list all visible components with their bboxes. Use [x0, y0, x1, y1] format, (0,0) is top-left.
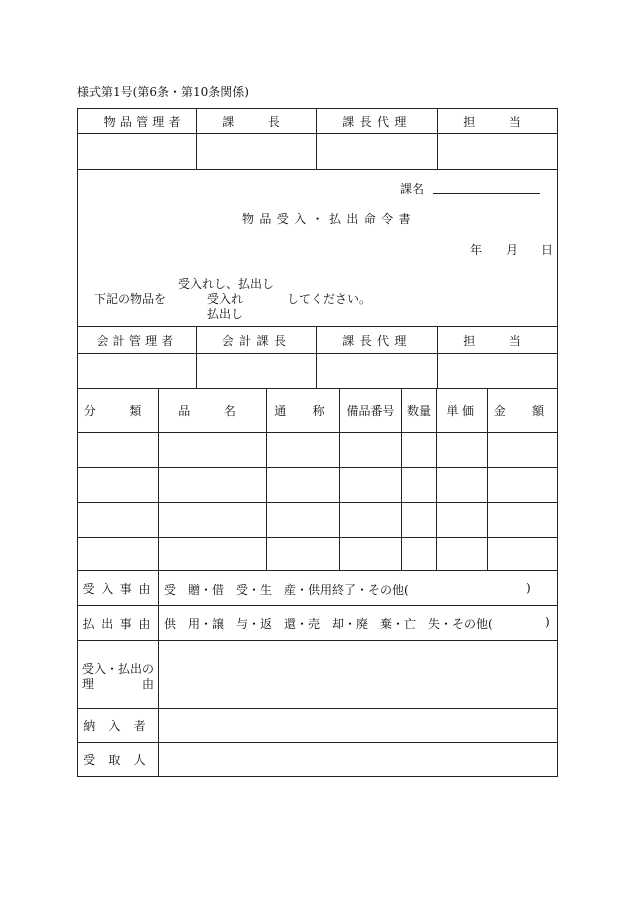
col-header-quantity: 数量: [406, 404, 431, 418]
seal-box-property-manager[interactable]: [78, 134, 196, 169]
choice-issue: 払出し: [207, 307, 244, 321]
header-accounting-deputy: 課長代理: [342, 333, 412, 348]
header-accounting-chief: 会計課長: [221, 333, 292, 348]
header-section-chief: 課 長: [222, 114, 291, 129]
form-number: 様式第1号(第6条・第10条関係): [77, 85, 249, 99]
table-row[interactable]: [78, 538, 557, 570]
col-header-amount: 金 額: [493, 404, 552, 418]
section-name-label: 課名: [400, 182, 425, 196]
issue-reason-options: 供 用・譲 与・返 還・売 却・廃 棄・亡 失・その他(: [164, 617, 493, 631]
date-year: 年: [470, 243, 483, 257]
receipt-reason-options: 受 贈・借 受・生 産・供用終了・その他(: [164, 583, 409, 597]
table-row[interactable]: [78, 433, 557, 467]
col-header-equipment-number: 備品番号: [346, 404, 395, 418]
divider: [77, 169, 558, 170]
issue-reason-label: 払出事由: [82, 616, 157, 631]
seal-box-person-in-charge[interactable]: [438, 134, 557, 169]
table-row[interactable]: [78, 503, 557, 537]
instruction-suffix: してください。: [287, 292, 372, 306]
issue-reason-close: ): [545, 615, 550, 629]
document-title: 物品受入・払出命令書: [242, 212, 417, 226]
reason-label-line2b: 由: [142, 677, 155, 691]
receipt-reason-close: ): [526, 581, 531, 595]
col-header-item-name: 品 名: [178, 404, 247, 418]
header-deputy-chief: 課長代理: [342, 114, 412, 129]
header-property-manager: 物品管理者: [103, 114, 185, 129]
receipt-reason-label: 受入事由: [82, 581, 157, 596]
header-person-in-charge: 担 当: [463, 114, 532, 129]
seal-box-section-chief[interactable]: [197, 134, 316, 169]
col-header-common-name: 通 称: [274, 404, 332, 418]
header-accounting-in-charge: 担 当: [463, 333, 532, 348]
section-name-field[interactable]: [433, 193, 540, 194]
receiver-label: 受取人: [83, 753, 159, 767]
reason-label-line2a: 理: [82, 677, 95, 691]
receiver-field[interactable]: [159, 743, 557, 776]
reason-field[interactable]: [159, 641, 557, 708]
seal-box-deputy-chief[interactable]: [317, 134, 437, 169]
seal-box-accounting-in-charge[interactable]: [438, 354, 557, 388]
deliverer-field[interactable]: [159, 709, 557, 742]
reason-label-line1: 受入・払出の: [82, 662, 155, 676]
col-header-unit-price: 単価: [446, 404, 478, 418]
deliverer-label: 納入者: [83, 719, 159, 733]
col-header-category: 分 類: [83, 404, 153, 418]
choice-receive: 受入れ: [207, 292, 244, 306]
seal-box-accounting-chief[interactable]: [197, 354, 316, 388]
choice-receive-and-issue: 受入れし、払出し: [178, 277, 275, 291]
date-month: 月: [506, 243, 519, 257]
table-row[interactable]: [78, 468, 557, 502]
date-day: 日: [541, 243, 554, 257]
header-accounting-manager: 会計管理者: [96, 333, 178, 348]
instruction-prefix: 下記の物品を: [94, 292, 167, 306]
seal-box-accounting-manager[interactable]: [78, 354, 196, 388]
seal-box-accounting-deputy[interactable]: [317, 354, 437, 388]
